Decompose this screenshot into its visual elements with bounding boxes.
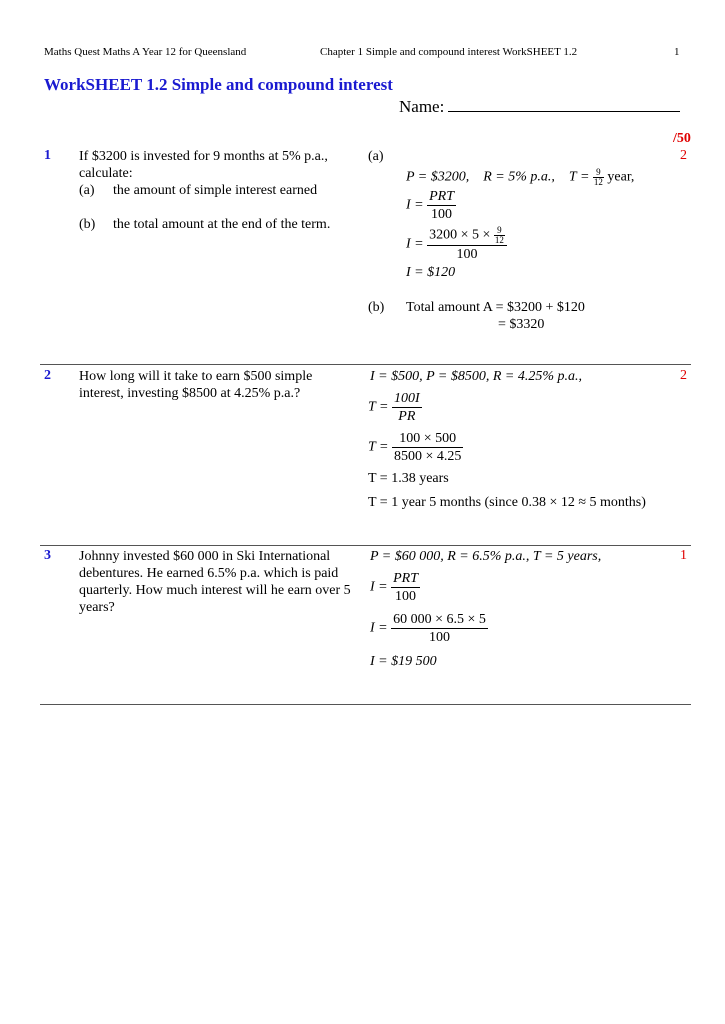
- name-field: [399, 95, 680, 117]
- question-2-number: 2: [44, 368, 51, 383]
- formula-fraction: [392, 390, 422, 425]
- solution-1-total-line1: Total amount A = $3200 + $120: [406, 300, 585, 315]
- solution-1-substitution: [406, 226, 507, 263]
- solution-2-result-years: T = 1.38 years: [368, 471, 449, 486]
- page-title: WorkSHEET 1.2 Simple and compound interest: [44, 75, 393, 94]
- solution-1-part-b-label: (b): [368, 300, 385, 315]
- solution-2-substitution: [368, 430, 463, 465]
- question-1-text: [79, 148, 359, 233]
- given-t-unit: year,: [607, 169, 635, 185]
- fraction-numerator: [427, 226, 507, 246]
- solution-3-given: P = $60 000, R = 6.5% p.a., T = 5 years,: [370, 549, 602, 564]
- given-t-fraction: [593, 168, 604, 187]
- part-text: the total amount at the end of the term.: [113, 217, 331, 232]
- solution-2-result-months: T = 1 year 5 months (since 0.38 × 12 ≈ 5 months): [368, 495, 646, 510]
- solution-3-substitution: [370, 611, 488, 646]
- substitution-fraction: [391, 611, 488, 646]
- fraction-denominator: 100: [429, 630, 450, 645]
- fraction-denominator: 100: [456, 247, 478, 262]
- numerator-text: 3200 × 5 ×: [429, 227, 491, 243]
- question-3-marks: 1: [680, 548, 687, 563]
- fraction-numerator: 9: [593, 168, 604, 178]
- formula-fraction: [427, 188, 456, 223]
- substitution-lhs: I =: [406, 236, 424, 252]
- header-page-number: 1: [674, 46, 680, 58]
- solution-1-part-a-label: (a): [368, 149, 384, 164]
- substitution-fraction: [427, 226, 507, 263]
- question-3-text: Johnny invested $60 000 in Ski International debentures. He earned 6.5% p.a. which is paid quarterly. How much interest will he earn over 5 years?: [79, 549, 351, 615]
- solution-3-result: I = $19 500: [370, 654, 437, 669]
- name-line: [448, 95, 680, 112]
- substitution-lhs: I =: [370, 620, 388, 636]
- part-text: the amount of simple interest earned: [113, 183, 318, 198]
- formula-lhs: T =: [368, 399, 389, 415]
- given-r: R = 5% p.a.,: [483, 169, 555, 185]
- solution-3-formula: [370, 570, 420, 605]
- inner-numerator: 9: [494, 226, 505, 236]
- question-1-number: 1: [44, 148, 51, 163]
- total-marks: /50: [673, 131, 691, 146]
- fraction-denominator: PR: [398, 409, 416, 424]
- given-t: T =: [568, 169, 590, 185]
- header-center: Chapter 1 Simple and compound interest WorkSHEET 1.2: [320, 46, 578, 58]
- question-3-number: 3: [44, 548, 51, 563]
- header-left: Maths Quest Maths A Year 12 for Queensland: [44, 46, 247, 58]
- inner-denominator: 12: [494, 235, 504, 245]
- fraction-numerator: 60 000 × 6.5 × 5: [393, 612, 486, 627]
- given-p: P = $3200,: [406, 169, 470, 185]
- solution-1-result: I = $120: [406, 265, 456, 280]
- question-1-marks: 2: [680, 148, 687, 163]
- fraction-denominator: 100: [431, 207, 453, 222]
- formula-lhs: I =: [370, 579, 388, 595]
- name-label: Name:: [399, 97, 445, 116]
- fraction-numerator: PRT: [429, 189, 454, 204]
- question-1-part-a: [79, 182, 359, 199]
- formula-lhs: I =: [406, 197, 424, 213]
- fraction-numerator: 100I: [393, 391, 420, 406]
- divider: [40, 545, 691, 546]
- question-2-text: How long will it take to earn $500 simple interest, investing $8500 at 4.25% p.a.?: [79, 369, 313, 401]
- solution-2-given: I = $500, P = $8500, R = 4.25% p.a.,: [370, 369, 583, 384]
- formula-fraction: [391, 570, 420, 605]
- solution-1-total-line2: = $3320: [498, 317, 545, 332]
- part-label: (a): [79, 183, 95, 198]
- part-label: (b): [79, 217, 96, 232]
- fraction-denominator: 12: [593, 177, 603, 187]
- solution-1-given: [406, 168, 634, 187]
- fraction-numerator: PRT: [393, 571, 418, 586]
- substitution-fraction: [392, 430, 463, 465]
- question-1-part-b: [79, 216, 359, 233]
- fraction-numerator: 100 × 500: [392, 430, 463, 448]
- divider: [40, 364, 691, 365]
- question-1-stem: If $3200 is invested for 9 months at 5% p.a., calculate:: [79, 149, 328, 181]
- substitution-lhs: T =: [368, 439, 389, 455]
- solution-1-formula: [406, 188, 456, 223]
- question-2-marks: 2: [680, 368, 687, 383]
- inner-fraction: [494, 226, 505, 245]
- solution-2-formula: [368, 390, 422, 425]
- fraction-denominator: 100: [395, 589, 417, 604]
- fraction-denominator: 8500 × 4.25: [393, 449, 462, 464]
- divider: [40, 704, 691, 705]
